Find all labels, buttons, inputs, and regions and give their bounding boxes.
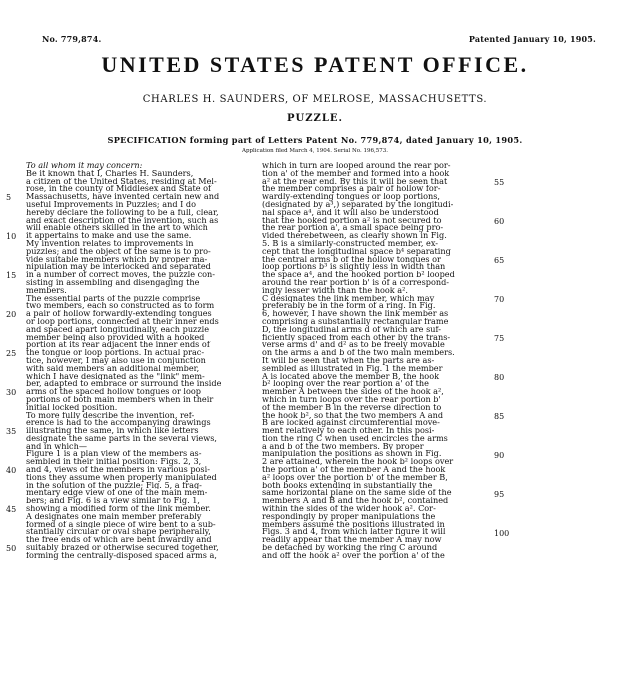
text-line: around the rear portion b' is of a correspond- (262, 278, 450, 287)
text-line: nal space a⁴, and it will also be understood (262, 208, 439, 217)
text-line: a citizen of the United States, residing at Mel- (26, 177, 217, 186)
text-line: and exact description of the invention, such as (26, 216, 219, 225)
text-line: 2 are attained, wherein the hook b² loops over (262, 458, 454, 467)
text-line: manipulation the positions as shown in Fig. (262, 450, 442, 459)
text-line: To all whom it may concern: (26, 162, 143, 170)
line-number: 20 (6, 310, 17, 320)
line-number: 85 (494, 411, 505, 421)
text-line: showing a modified form of the link member. (26, 505, 211, 513)
text-line: a² at the rear end. By this it will be seen that (262, 177, 448, 186)
text-line: suitably brazed or otherwise secured together, (26, 544, 219, 552)
text-line: which in turn loops over the rear portion b' (262, 395, 441, 404)
text-line: and spaced apart longitudinally, each puzzle (26, 325, 210, 334)
office-heading: UNITED STATES PATENT OFFICE. (101, 52, 529, 77)
text-line: in a number of correct moves, the puzzle con- (26, 271, 216, 279)
line-number: 80 (494, 372, 505, 382)
text-line: D, the longitudinal arms d of which are suf- (262, 325, 441, 334)
text-line: formed of a single piece of wire bent to a sub- (26, 520, 216, 529)
text-line: Be it known that I, Charles H. Saunders, (26, 169, 194, 178)
line-number: 90 (494, 450, 505, 460)
text-line: tions they assume when properly manipulated (26, 473, 217, 482)
text-line: Figs. 3 and 4, from which latter figure it will (262, 528, 446, 537)
text-line: the hook b², so that the two members A and (262, 411, 444, 420)
text-line: rose, in the county of Middlesex and State of (26, 185, 212, 194)
text-line: bers; and Fig. 6 is a view similar to Fig. 1, (26, 497, 200, 506)
line-number: 45 (6, 505, 17, 515)
text-line: members assume the positions illustrated in (262, 520, 445, 529)
text-line: which in turn are looped around the rear por- (262, 162, 451, 170)
text-line: tice, however, I may also use in conjunction (26, 356, 206, 365)
text-line: will enable others skilled in the art to which (26, 224, 208, 233)
text-line: portions of both main members when in their (26, 395, 214, 404)
text-line: same horizontal plane on the same side of the (262, 489, 452, 498)
text-line: sembled as illustrated in Fig. 1 the member (262, 364, 443, 373)
text-line: comprising a substantially rectangular frame (262, 317, 449, 326)
text-line: the rear portion a', a small space being pro- (262, 224, 444, 233)
text-line: 5. B is a similarly-constructed member, ex- (262, 239, 439, 248)
text-line: sisting in assembling and disengaging the (26, 278, 200, 287)
line-number: 35 (6, 427, 17, 437)
patent-number: No. 779,874. (42, 34, 102, 44)
text-line: cept that the longitudinal space b⁴ separating (262, 247, 451, 256)
text-line: The essential parts of the puzzle comprise (26, 294, 201, 303)
text-line: verse arms d' and d² as to be freely movable (262, 341, 445, 350)
text-line: ber, adapted to embrace or surround the inside (26, 380, 222, 389)
text-line: mentary edge view of one of the main mem- (26, 489, 208, 498)
text-line: and 4, views of the members in various posi- (26, 466, 210, 474)
text-line: a² loops over the portion b' of the member B, (262, 473, 448, 482)
line-number: 100 (494, 528, 510, 538)
text-line: members. (26, 286, 67, 295)
line-number: 5 (6, 193, 12, 203)
text-line: members A and B and the hook b², contained (262, 497, 449, 506)
text-line: that the hooked portion a² is not secured to (262, 216, 442, 225)
text-line: respondingly by proper manipulations the (262, 512, 436, 521)
text-line: Figure 1 is a plan view of the members as- (26, 450, 202, 459)
text-line: the portion a' of the member A and the hook (262, 466, 446, 474)
text-line: and in which— (26, 442, 87, 451)
text-line: My invention relates to improvements in (26, 239, 194, 248)
text-line: (designated by a³,) separated by the longitudi- (262, 200, 454, 209)
line-number: 75 (494, 333, 505, 343)
specification-line: SPECIFICATION forming part of Letters Patent No. 779,874, dated January 10, 1905. (107, 135, 523, 145)
text-line: stantially circular or oval shape peripherally, (26, 528, 211, 537)
text-line: sembled in their initial position: Figs. 2, 3, (26, 458, 202, 467)
line-number: 60 (494, 216, 505, 226)
line-number: 70 (494, 294, 505, 304)
text-line: within the sides of the wider hook a². Cor- (262, 505, 436, 513)
text-line: B are locked against circumferential move- (262, 419, 440, 428)
text-line: of the member B in the reverse direction to (262, 403, 442, 412)
line-number: 10 (6, 232, 17, 242)
text-line: designate the same parts in the several views, (26, 434, 217, 443)
text-line: tion a' of the member and formed into a hook (262, 169, 450, 178)
application-line: Application filed March 4, 1904. Serial No. 196,573. (241, 148, 389, 154)
text-line: wardly-extending tongues or loop portions, (262, 193, 440, 201)
text-line: A is located above the member B, the hook (262, 372, 440, 381)
text-line: vide suitable members which by proper ma- (26, 255, 208, 264)
text-line: ficiently spaced from each other by the trans- (262, 333, 451, 342)
text-line: the member comprises a pair of hollow for- (262, 185, 441, 194)
text-line: the space a⁴, and the hooked portion b² looped (262, 271, 455, 279)
text-line: loop portions b³ is slightly less in width than (262, 263, 446, 272)
text-line: puzzles; and the object of the same is to pro- (26, 247, 211, 256)
line-number: 55 (494, 177, 505, 187)
text-line: portion at its rear adjacent the inner ends of (26, 341, 210, 350)
text-line: tion the ring C when used encircles the arms (262, 434, 448, 443)
text-line: in the solution of the puzzle; Fig. 5, a frag- (26, 481, 202, 490)
text-line: both books extending in substantially the (262, 481, 433, 490)
text-line: readily appear that the member A may now (262, 536, 442, 545)
text-line: initial locked position. (26, 403, 118, 412)
text-line: Massachusetts, have invented certain new and (26, 193, 220, 201)
text-line: which I have designated as the "link" mem- (26, 372, 205, 381)
text-line: on the arms a and b of the two main members. (262, 349, 455, 357)
text-line: A designates one main member preferably (26, 512, 202, 521)
line-number: 65 (494, 255, 505, 265)
text-line: ment relatively to each other. In this posi- (262, 427, 435, 435)
text-line: be detached by working the ring C around (262, 544, 438, 552)
text-line: b² looping over the rear portion a' of the (262, 380, 429, 389)
text-line: To more fully describe the invention, ref- (26, 411, 195, 420)
line-number: 15 (6, 271, 17, 281)
line-number: 95 (494, 489, 505, 499)
line-number: 40 (6, 466, 17, 476)
patent-date: Patented January 10, 1905. (468, 34, 596, 44)
line-number: 50 (6, 544, 17, 554)
text-line: hereby declare the following to be a full, clear, (26, 208, 219, 217)
text-line: member A between the sides of the hook a², (262, 388, 444, 396)
text-line: vided therebetween, as clearly shown in Fig. (262, 232, 447, 240)
text-line: the tongue or loop portions. In actual prac- (26, 349, 205, 357)
invention-title: PUZZLE. (287, 113, 343, 124)
line-number: 30 (6, 388, 17, 398)
text-line: forming the centrally-disposed spaced arms a, (26, 551, 217, 560)
text-line: a pair of hollow forwardly-extending tongues (26, 310, 212, 318)
text-line: arms of the spaced hollow tongues or loop (26, 388, 201, 396)
text-line: or loop portions, connected at their inner ends (26, 317, 219, 326)
inventor-line: CHARLES H. SAUNDERS, OF MELROSE, MASSACHUSETTS. (142, 94, 488, 105)
text-line: the central arms b of the hollow tongues or (262, 255, 441, 264)
text-line: illustrating the same, in which like letters (26, 427, 199, 435)
text-line: a and b of the two members. By proper (262, 442, 424, 451)
text-line: member being also provided with a hooked (26, 333, 205, 342)
text-line: It will be seen that when the parts are as- (262, 356, 435, 365)
text-line: 6, however, I have shown the link member as (262, 310, 449, 318)
text-line: the free ends of which are bent inwardly and (26, 536, 212, 545)
text-line: and off the hook a² over the portion a' of the (262, 551, 445, 560)
text-line: preferably be in the form of a ring. In Fig. (262, 302, 436, 311)
text-line: C designates the link member, which may (262, 294, 435, 303)
text-line: useful Improvements in Puzzles; and I do (26, 200, 197, 209)
left-column (26, 162, 256, 560)
line-number: 25 (6, 349, 17, 359)
text-line: it appertains to make and use the same. (26, 232, 192, 240)
right-column (262, 162, 492, 560)
text-line: two members, each so constructed as to form (26, 302, 215, 311)
text-line: ingly lesser width than the hook a². (262, 286, 408, 295)
text-line: erence is had to the accompanying drawings (26, 419, 211, 428)
text-line: nipulation may be interlocked and separated (26, 263, 211, 272)
text-line: with said members an additional member, (26, 364, 200, 373)
